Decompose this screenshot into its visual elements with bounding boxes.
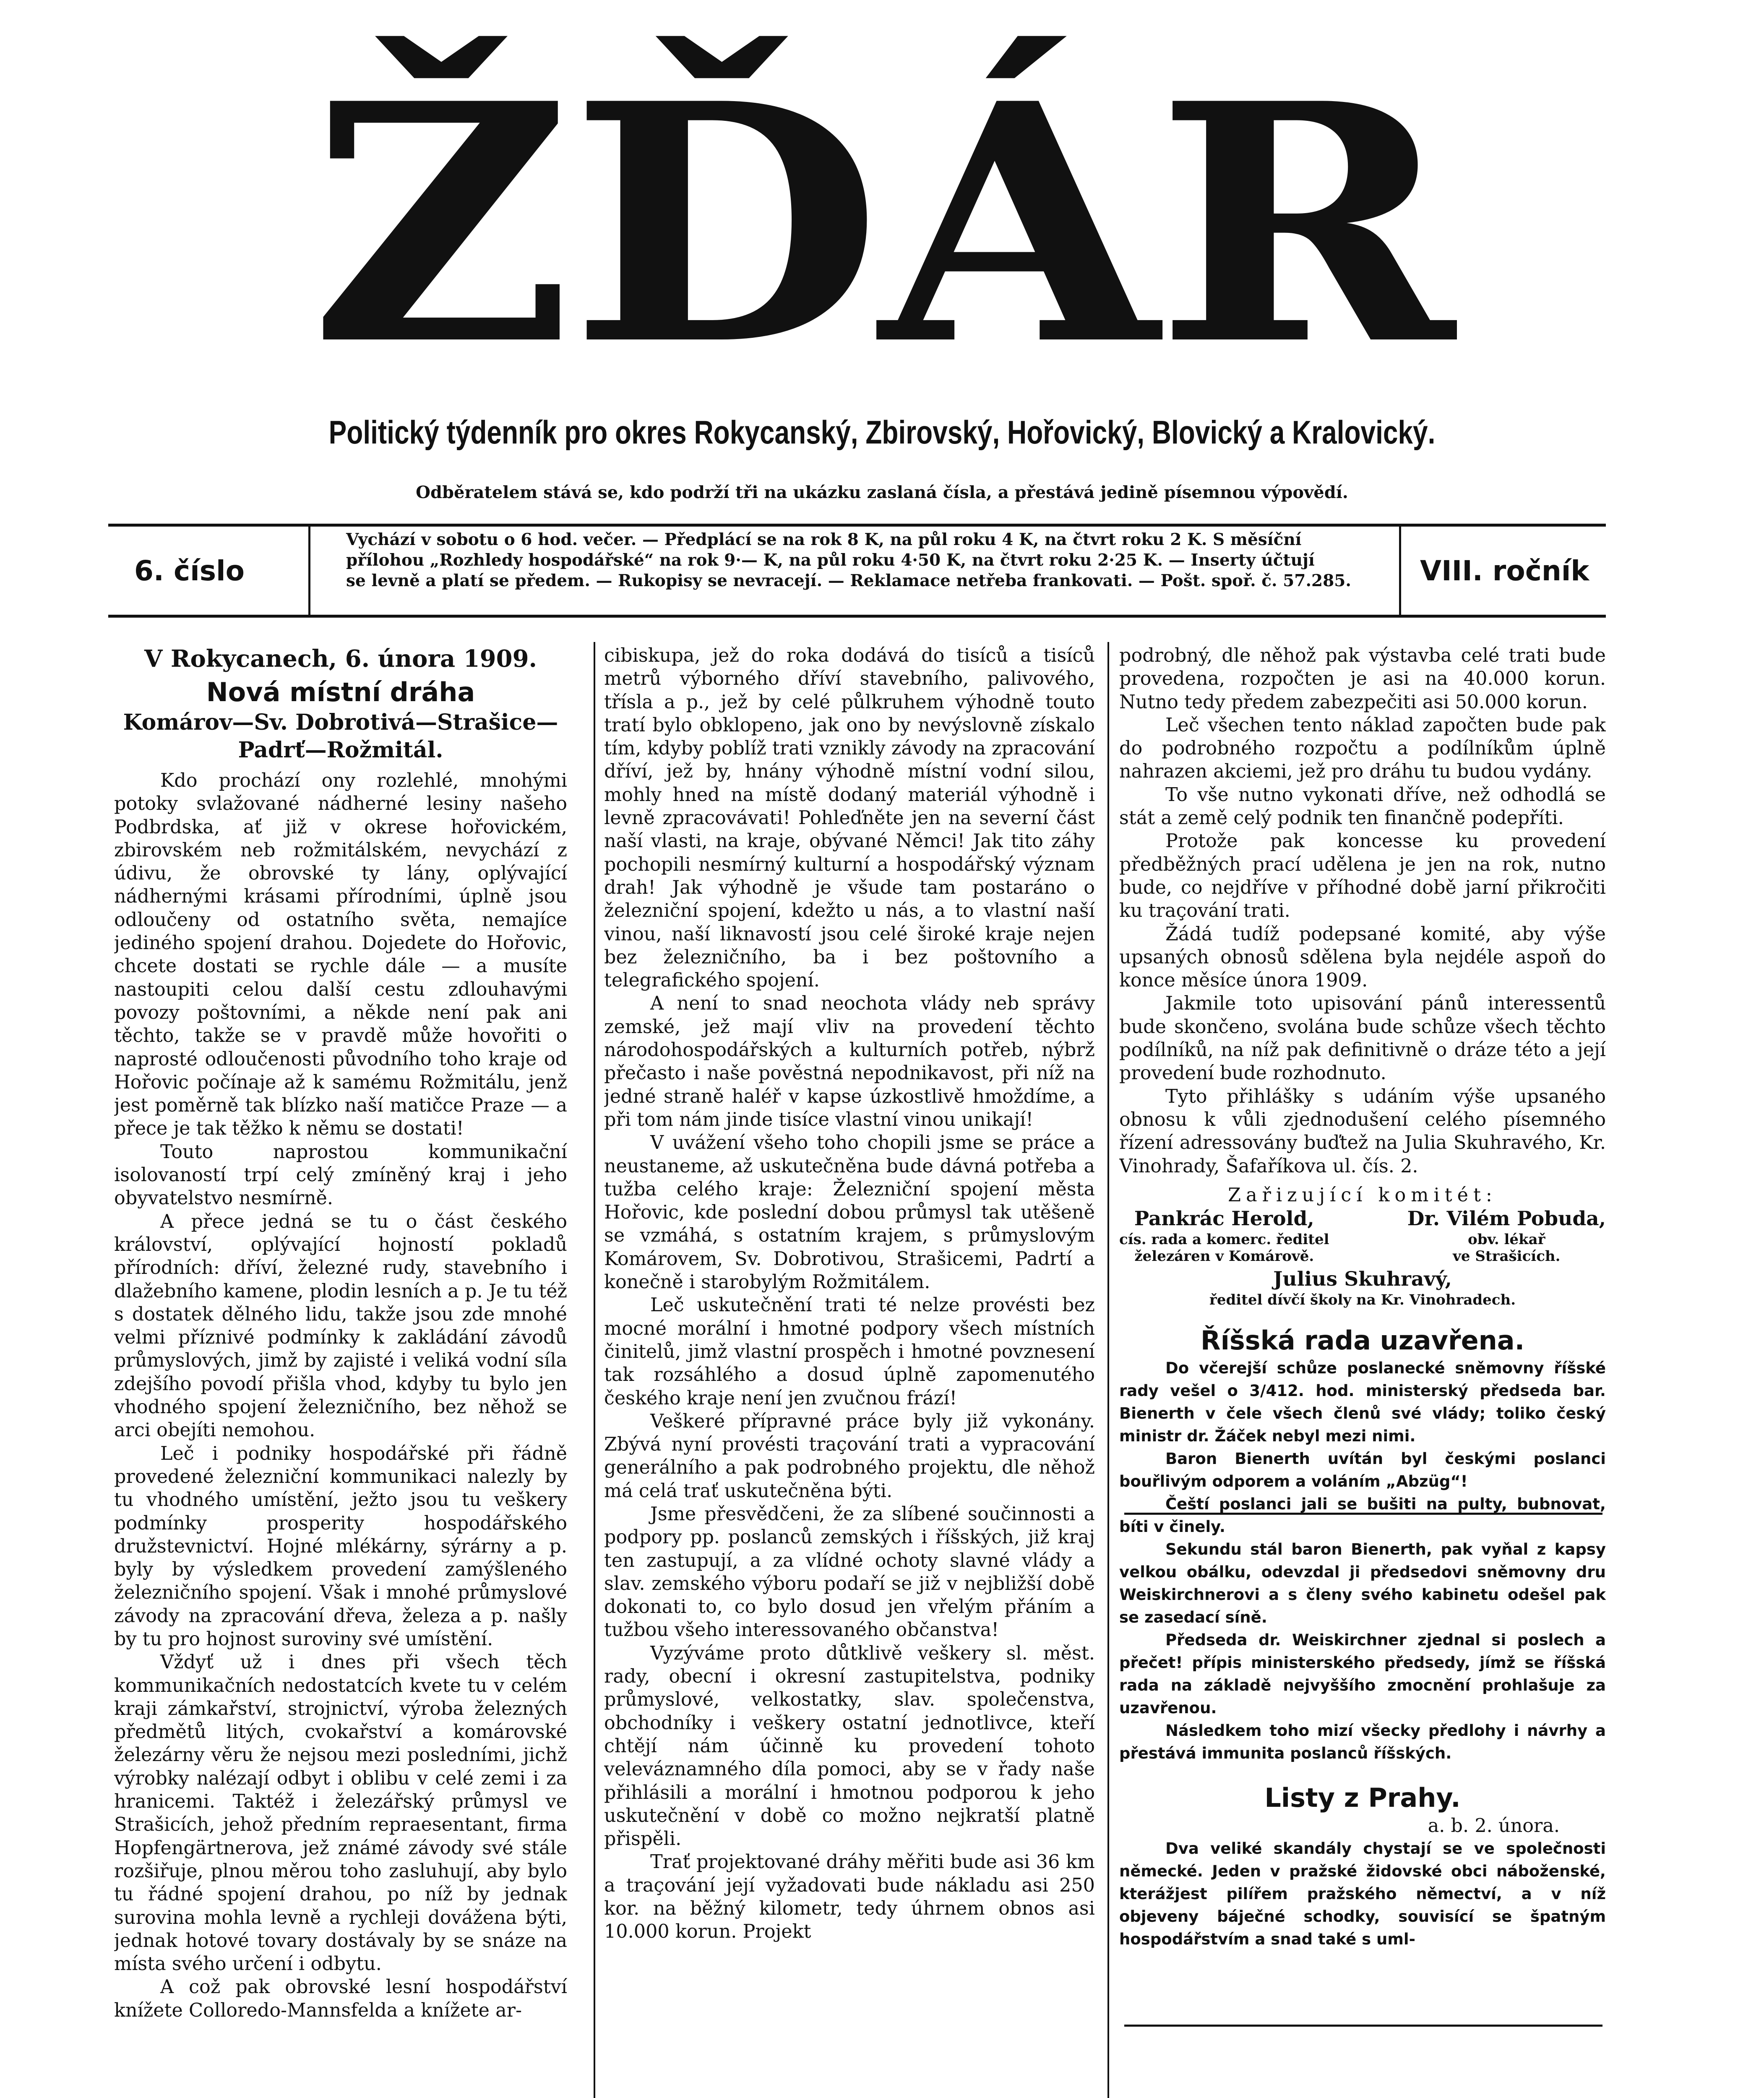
column-1	[114, 644, 567, 2098]
signature-role: ředitel dívčí školy na Kr. Vinohradech.	[1209, 1292, 1516, 1309]
paragraph: Jsme přesvědčeni, že za slíbené součinnosti a podpory pp. poslanců zemských i říšských, již kraj ten zastupují, a za vlídné ochoty slavné vlády a slav. zemského výboru podaří se již v nejbližší době dokonati to, co bylo dosud jen vřelým přáním a tužbou všeho interessovaného občanstva!	[604, 1503, 1095, 1641]
paragraph: Vždyť už i dnes při všech těch kommunikačních nedostatcích kvete tu v celém kraji zámkařství, strojnictví, výroba železných předmětů litých, cvokařství a komárovské železárny věru že nejsou mezi posledními, jichž výrobky nalézají odbyt i oblibu v celé zemi i za hranicemi. Taktéž i železářský průmysl ve Strašicích, jehož předním repraesentant, firma Hopfengärtnerova, jež známé závody své stále rozšiřuje, plnou měrou toho zasluhují, aby bylo tu řádné spojení drahou, po níž by jednak surovina mohla levně a rychleji dovážena býti, jednak hotové tovary dostávaly by se snáze na místa svého určení i odbytu.	[114, 1652, 567, 1975]
committee-signatures	[1119, 1207, 1606, 1265]
paragraph: Do včerejší schůze poslanecké sněmovny říšské rady vešel o 3/412. hod. ministerský předseda bar. Bienerth v čele všech členů své vlády; toliko český ministr dr. Žáček nebyl mezi nimi.	[1119, 1359, 1606, 1446]
signature-role: obv. lékař	[1468, 1231, 1545, 1248]
article-body	[1119, 1837, 1606, 1951]
paragraph: Následkem toho mizí všecky předlohy i návrhy a přestává immunita poslanců říšských.	[1119, 1722, 1606, 1763]
info-line: přílohou „Rozhledy hospodářské“ na rok 9·— K, na půl roku 4·50 K, na čtvrt roku 2·25 K. — Inserty účtují	[346, 551, 1315, 570]
paragraph: Leč všechen tento náklad započten bude pak do podrobného rozpočtu a podílníkům úplně nahrazen akciemi, jež pro dráhu tu budou vydány.	[1119, 714, 1606, 783]
dateline: V Rokycanech, 6. února 1909.	[144, 645, 537, 673]
paragraph: Leč uskutečnění trati té nelze provésti bez mocné morální i hmotné podpory všech místních činitelů, jimž vlastní prospěch i hmotné povznesení tak rozsáhlého a dosud úplně zapomenutého českého kraje není jen zvučnou frází!	[604, 1294, 1095, 1409]
committee-heading: Zařizující komitét:	[1228, 1184, 1497, 1206]
paragraph: Čeští poslanci jali se bušiti na pulty, bubnovat, bíti v činely.	[1119, 1495, 1606, 1536]
paragraph: Dva veliké skandály chystají se ve společnosti německé. Jeden v pražské židovské obci náboženské, kterážjest pilířem pražského němectví, a v níž objeveny báječné schodky, souvisící se špatným hospodářstvím a snad také s uml-	[1119, 1840, 1606, 1949]
paragraph: A přece jedná se tu o část českého království, oplývající hojností pokladů přírodních: dříví, železné rudy, stavebního i dlažebního kamene, plodin lesních a p. Je tu též s dostatek dělného lidu, takže jsou zde mnohé velmi příznivé podmínky k zakládání závodů průmyslových, jimž by zajisté i veliká vodní síla zdejšího povodí přišla vhod, kdyby tu bylo jen vhodného spojení železničního, bez něhož se arci obejíti nemohou.	[114, 1211, 567, 1441]
column-2	[604, 644, 1095, 2098]
paragraph: Protože pak koncesse ku provedení předběžných prací udělena je jen na rok, nutno bude, co nejdříve v příhodné době jarní přikročiti ku traçování trati.	[1119, 830, 1606, 922]
masthead-title: ŽĎÁR	[310, 32, 1452, 417]
paragraph: A není to snad neochota vlády neb správy zemské, jež mají vliv na provedení těchto národohospodářských a kulturních potřeb, nýbrž přečasto i naše pověstná nepodnikavost, při níž na jedné straně haléř v kapse úzkostlivě hmoždíme, a při tom nám jinde tisíce vlastní vinou unikají!	[604, 993, 1095, 1130]
article-headline: Listy z Prahy.	[1264, 1782, 1461, 1814]
issue-number: 6. číslo	[134, 555, 245, 587]
paragraph: Kdo prochází ony rozlehlé, mnohými potoky svlažované nádherné lesiny našeho Podbrdska, ať již v okrese hořovickém, zbirovském neb rožmitálském, nevychází z údivu, že obrovské ty lány, oplývající nádhernými krásami přírodními, úplně jsou odloučeny od ostatního světa, nemajíce jediného spojení drahou. Dojedete do Hořovic, chcete dostati se rychle dále — a musíte nastoupiti celou další cestu zdlouhavými povozy poštovními, a někde není pak ani těchto, takže se v pravdě může hovořiti o naprosté odloučenosti původního toho kraje od Hořovic počínaje až k samému Rožmitálu, jenž jest poměrně tak blízko naší matičce Praze — a přece je tak těžko k němu se dostati!	[114, 770, 567, 1140]
paragraph: Žádá tudíž podepsané komité, aby výše upsaných obnosů sdělena byla nejdéle aspoň do konce měsíce února 1909.	[1119, 923, 1606, 992]
paragraph: Touto naprostou kommunikační isolovaností trpí celý zmíněný kraj i jeho obyvatelstvo nesmírně.	[114, 1141, 567, 1209]
paragraph: Vyzýváme proto důtklivě veškery sl. měst. rady, obecní i okresní zastupitelstva, podniky průmyslové, velkostatky, slav. společenstva, obchodníky i veškery ostatní jednotlivce, kteří chtějí nám účinně ku provedení tohoto veleváznamného díla pomoci, aby se v řady naše přihlásili a morální i hmotnou podporou k jeho uskutečnění v době co možno nejkratší platně přispěli.	[604, 1642, 1095, 1850]
info-bar-divider-right	[1399, 527, 1401, 615]
article-subhead: Komárov—Sv. Dobrotivá—Strašice—Padrť—Rožmitál.	[123, 710, 558, 763]
article-headline: Nová místní dráha	[206, 677, 475, 707]
column-rule	[594, 642, 595, 2098]
paragraph: Baron Bienerth uvítán byl českými poslanci bouřlivým odporem a voláním „Abzüg“!	[1119, 1450, 1606, 1491]
info-bar-top-rule	[108, 524, 1606, 527]
signature	[1119, 1207, 1329, 1265]
paragraph: Veškeré přípravné práce byly již vykonány. Zbývá nyní provésti traçování trati a vypracování generálního a pak podrobného projektu, dle něhož má celá trať uskutečněna býti.	[604, 1410, 1095, 1502]
info-line: Vychází v sobotu o 6 hod. večer. — Předplácí se na rok 8 K, na půl roku 4 K, na čtvrt roku 2 K. S měsíční	[346, 530, 1302, 549]
paragraph: Předseda dr. Weiskirchner zjednal si poslech a přečet! přípis ministerského předsedy, jímž se říšská rada na základě nejvyššího zmocnění prohlašuje za uzavřenou.	[1119, 1631, 1606, 1717]
signature-name: Dr. Vilém Pobuda,	[1407, 1207, 1606, 1231]
signature	[1119, 1267, 1606, 1308]
info-bar-text	[346, 530, 1391, 609]
dateline: a. b. 2. února.	[1428, 1815, 1560, 1837]
paragraph: Tyto přihlášky s udáním výše upsaného obnosu k vůli zjednodušení celého písemného řízení adressovány buďtež na Julia Skuhravého, Kr. Vinohrady, Šafaříkova ul. čís. 2.	[1119, 1086, 1606, 1177]
volume-number: VIII. ročník	[1420, 555, 1589, 587]
info-line: se levně a platí se předem. — Rukopisy se nevracejí. — Reklamace netřeba frankovati. — Pošt. spoř. č. 57.285.	[346, 571, 1352, 590]
article-body	[1119, 1357, 1606, 1765]
signature-role: železáren v Komárově.	[1134, 1248, 1314, 1265]
column-3	[1119, 644, 1606, 2098]
paragraph: Sekundu stál baron Bienerth, pak vyňal z kapsy velkou obálku, odevzdal ji předsedovi sněmovny dru Weiskirchnerovi a s členy svého kabinetu odešel pak se zasedací síně.	[1119, 1540, 1606, 1627]
article-headline: Říšská rada uzavřena.	[1200, 1325, 1525, 1356]
paragraph: cibiskupa, jež do roka dodává do tisíců a tisíců metrů výborného dříví stavebního, palivového, třísla a p., jež by celé půlkruhem výhodně touto tratí bylo obklopeno, jak ono by nevýslovně získalo tím, kdyby poblíž trati vznikly závody na zpracování dříví, jež by, hnány výhodně místní vodní silou, mohly hned na místě dodaný materiál výhodně i levně zpracovávati! Pohleďněte jen na severní část naší vlasti, na kraje, obývané Němci! Jak tito záhy pochopili nesmírný kulturní a hospodářský význam drah! Jak výhodně je všude tam postaráno o železniční spojení, kdežto u nás, a to vlastní naší vinou, naší liknavostí jsou celé široké kraje nejen bez železničního, ba i bez poštovního a telegrafického spojení.	[604, 645, 1095, 992]
info-bar-bottom-rule	[108, 615, 1606, 618]
signature-name: Julius Skuhravý,	[1273, 1268, 1452, 1291]
info-bar-divider-left	[308, 527, 310, 615]
paragraph: podrobný, dle něhož pak výstavba celé trati bude provedena, rozpočten je asi na 40.000 korun. Nutno tedy předem zabezpečiti asi 50.000 korun.	[1119, 645, 1606, 713]
masthead-subtitle: Politický týdenník pro okres Rokycanský, Zbirovský, Hořovický, Blovický a Kralovický.	[328, 414, 1436, 451]
paragraph: Leč i podniky hospodářské při řádně provedené železniční kommunikaci nalezly by tu vhodného umístění, ježto jsou tu veškery podmínky prosperity hospodářského družstevnictví. Hojné mlékárny, sýrárny a p. byly by výsledkem provedení zamýšleného železničního spojení. Však i mnohé průmyslové závody na zpracování dřeva, železa a p. našly by tu pro hojnost suroviny své umístění.	[114, 1443, 567, 1650]
paragraph: A což pak obrovské lesní hospodářství knížete Colloredo-Mannsfelda a knížete ar-	[114, 1976, 567, 2021]
signature	[1407, 1207, 1606, 1265]
column-rule	[1107, 642, 1109, 2098]
subscription-note: Odběratelem stává se, kdo podrží tři na ukázku zaslaná čísla, a přestává jedině písemnou výpovědí.	[416, 483, 1348, 502]
paragraph: Jakmile toto upisování pánů interessentů bude skončeno, svolána bude schůze všech těchto podílníků, na níž pak definitivně o dráze této a její provedení bude rozhodnuto.	[1119, 993, 1606, 1084]
signature-name: Pankrác Herold,	[1134, 1207, 1314, 1231]
paragraph: Trať projektované dráhy měřiti bude asi 36 km a traçování její vyžadovati bude nákladu asi 250 kor. na běžný kilometr, tedy úhrnem obnos asi 10.000 korun. Projekt	[604, 1851, 1095, 1943]
paragraph: To vše nutno vykonati dříve, než odhodlá se stát a země celý podnik ten finančně podepříti.	[1119, 784, 1606, 829]
signature-role: ve Strašicích.	[1453, 1248, 1561, 1265]
paragraph: V uvážení všeho toho chopili jsme se práce a neustaneme, až uskutečněna bude dávná potřeba a tužba celého kraje: Železniční spojení města Hořovic, kde poslední dobou průmysl tak utěšeně se vzmáhá, s ostatním krajem, s průmyslovým Komárovem, Sv. Dobrotivou, Strašicemi, Padrtí a konečně i starobylým Rožmitálem.	[604, 1132, 1095, 1293]
signature-role: cís. rada a komerc. ředitel	[1119, 1231, 1329, 1248]
